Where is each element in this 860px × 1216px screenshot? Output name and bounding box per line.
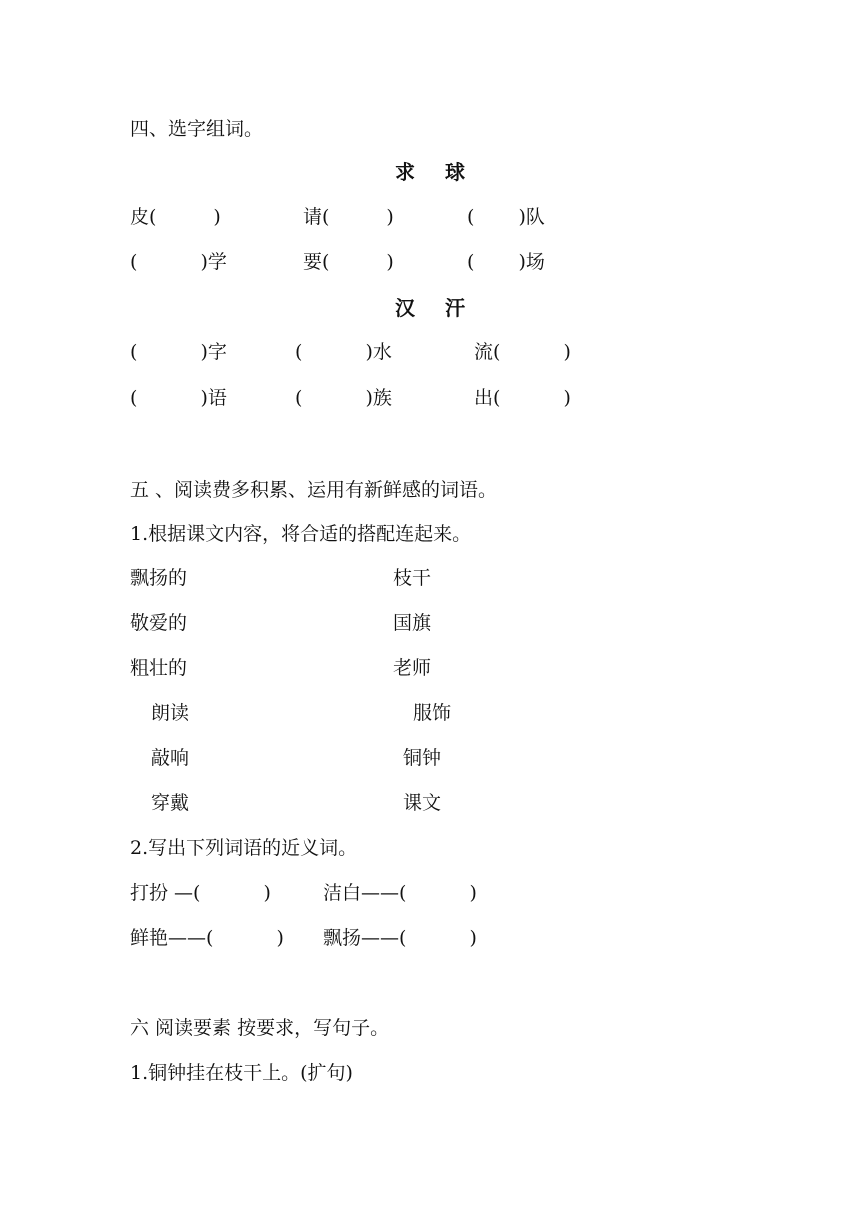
blank-item: ( )字 xyxy=(130,341,227,363)
blank-item: ( )语 xyxy=(130,387,227,409)
match-right-item: 枝干 xyxy=(393,567,432,589)
match-right-item: 铜钟 xyxy=(403,747,442,769)
match-left-item: 飘扬的 xyxy=(130,567,188,589)
synonym-item: 洁白——( ) xyxy=(323,882,477,904)
blank-item: ( )场 xyxy=(467,251,545,273)
blank-item: ( )族 xyxy=(295,387,392,409)
section-6-heading: 六 阅读要素 按要求，写句子。 xyxy=(130,1017,390,1039)
blank-item: 皮( ) xyxy=(130,206,221,228)
question-2-prompt: 2.写出下列词语的近义词。 xyxy=(130,837,358,859)
blank-item: ( )队 xyxy=(467,206,545,228)
match-left-item: 穿戴 xyxy=(151,792,190,814)
match-left-item: 敬爱的 xyxy=(130,612,188,634)
match-left-item: 朗读 xyxy=(151,702,190,724)
match-right-item: 课文 xyxy=(403,792,442,814)
blank-item: 流( ) xyxy=(474,341,571,363)
blank-item: ( )水 xyxy=(295,341,392,363)
question-1-prompt: 1.根据课文内容，将合适的搭配连起来。 xyxy=(130,523,472,545)
sentence-question-1: 1.铜钟挂在枝干上。(扩句) xyxy=(130,1062,353,1084)
blank-item: ( )学 xyxy=(130,251,227,273)
match-right-item: 老师 xyxy=(393,657,432,679)
synonym-item: 打扮 —( ) xyxy=(130,882,271,904)
synonym-item: 飘扬——( ) xyxy=(323,927,477,949)
char-group-2-title: 汉 汗 xyxy=(395,296,466,320)
blank-item: 请( ) xyxy=(303,206,394,228)
blank-item: 出( ) xyxy=(474,387,571,409)
match-right-item: 服饰 xyxy=(413,702,452,724)
synonym-item: 鲜艳——( ) xyxy=(130,927,284,949)
blank-item: 要( ) xyxy=(303,251,394,273)
match-right-item: 国旗 xyxy=(393,612,432,634)
section-4-heading: 四、选字组词。 xyxy=(130,118,264,140)
match-left-item: 粗壮的 xyxy=(130,657,188,679)
char-group-1-title: 求 球 xyxy=(395,160,466,184)
section-5-heading: 五 、阅读费多积累、运用有新鲜感的词语。 xyxy=(130,479,498,501)
match-left-item: 敲响 xyxy=(151,747,190,769)
